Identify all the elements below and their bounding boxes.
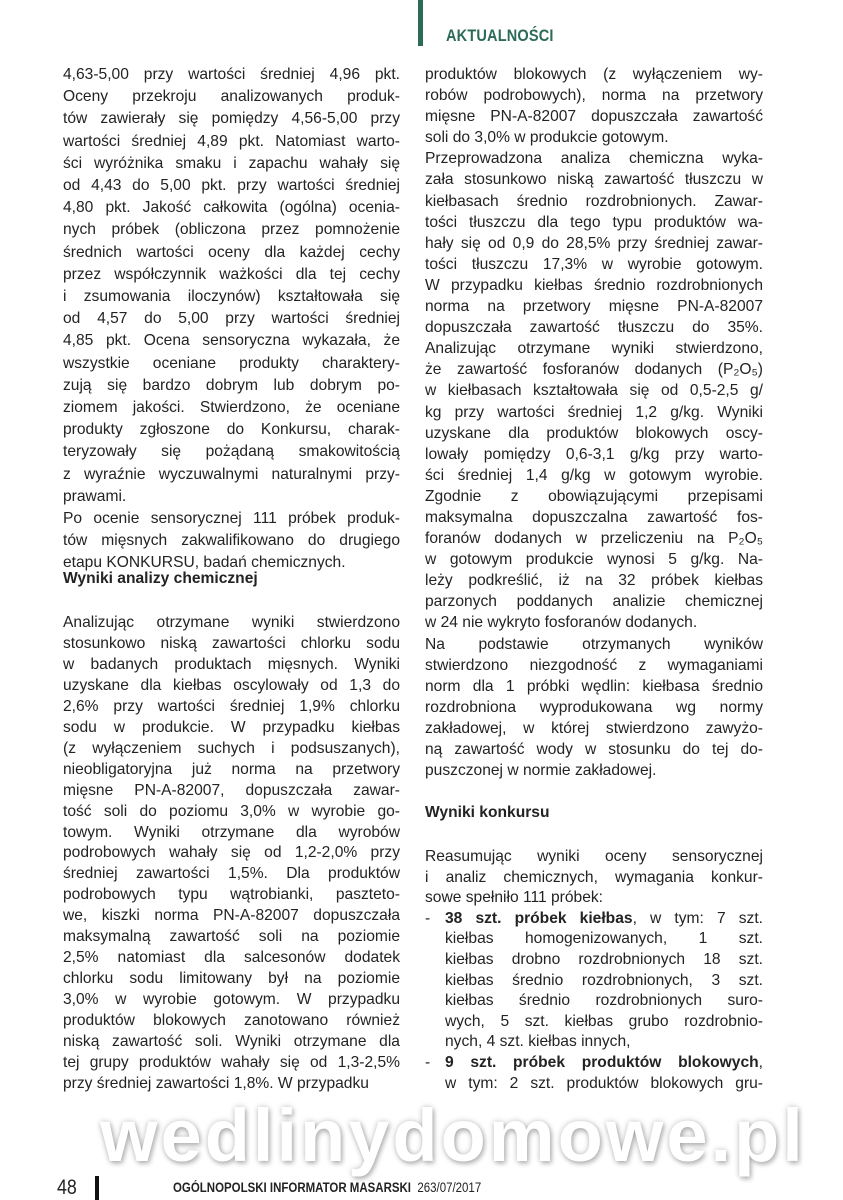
text-line: kiełbas homogenizowanych, 1 szt. (445, 930, 763, 948)
text-line: puszczonej w normie zakładowej. (425, 762, 657, 780)
text-line: Na podstawie otrzymanych wyników (425, 635, 763, 653)
text-line: nych, 4 szt. kiełbas innych, (445, 1033, 631, 1051)
text-line: kg przy wartości średniej 1,2 g/kg. Wyniki (425, 403, 763, 421)
text-line: ziomem jakości. Stwierdzono, że oceniane (63, 399, 400, 417)
text-line: prawami. (63, 487, 127, 505)
text-line: 4,85 pkt. Ocena sensoryczna wykazała, że (63, 332, 400, 350)
paragraph (425, 148, 763, 633)
footer-publication (173, 1180, 481, 1196)
list-item-bold: 38 szt. próbek kiełbas (445, 909, 633, 927)
list-item-text: , (758, 1053, 763, 1071)
text-line: etapu KONKURSU, badań chemicznych. (63, 554, 346, 572)
text-line: uzyskane dla produktów blokowych oscy- (425, 424, 763, 442)
paragraph (425, 847, 763, 909)
text-line: kiełbasach średnio rozdrobnionych. Zawar- (425, 192, 763, 210)
text-line: produkty zgłoszone do Konkursu, charak- (63, 421, 400, 439)
text-line: zakładowej, w której stwierdzono zawyżo- (425, 719, 763, 737)
text-line: wych, 5 szt. kiełbas grubo rozdrobnio- (445, 1012, 763, 1030)
text-line: mięsne PN-A-82007, dopuszczała zawar- (63, 781, 400, 799)
text-line: 4,63-5,00 przy wartości średniej 4,96 pkt. (63, 66, 400, 83)
text-line: (z wyłączeniem suchych i podsuszanych), (63, 739, 400, 757)
text-line: w badanych produktach mięsnych. Wyniki (63, 655, 400, 673)
text-line: od 4,43 do 5,00 pkt. przy wartości średniej (63, 177, 400, 195)
text-line (445, 909, 763, 930)
text-line: kiełbas średnio rozdrobnionych, 3 szt. (445, 971, 763, 989)
text-line: leży podkreślić, iż na 32 próbek kiełbas (425, 572, 763, 590)
text-line: kiełbas drobno rozdrobnionych 18 szt. (445, 950, 763, 968)
text-line: tości tłuszczu dla tego typu produktów wa- (425, 213, 763, 231)
text-line: przez współczynnik ważkości dla tej cechy (63, 265, 400, 283)
text-line: od 4,57 do 5,00 przy wartości średniej (63, 310, 400, 328)
text-line: średniej zawartości 1,5%. Dla produktów (63, 865, 400, 883)
text-line: 3,0% w wyrobie gotowym. W przypadku (63, 991, 400, 1009)
publication-name: OGÓLNOPOLSKI INFORMATOR MASARSKI (173, 1180, 411, 1195)
section-marker-bar (418, 0, 423, 46)
text-line: tości tłuszczu 17,3% w wyrobie gotowym. (425, 255, 763, 273)
text-line: ną zawartość wody w stosunku do tej do- (425, 741, 763, 758)
text-line: 2,5% natomiast dla salcesonów dodatek (63, 949, 400, 967)
list-dash: - (425, 909, 431, 927)
list-item (425, 909, 763, 1053)
text-line: mięsne PN-A-82007 dopuszczała zawartość (425, 108, 763, 126)
paragraph (63, 64, 400, 508)
text-line: Oceny przekroju analizowanych produk- (63, 88, 400, 106)
text-line (445, 1053, 763, 1074)
text-line: ści średniej 1,4 g/kg w gotowym wyrobie. (425, 466, 763, 484)
text-line: tów zawierały się pomiędzy 4,56-5,00 przy (63, 110, 400, 128)
paragraph (63, 508, 400, 575)
left-column-text-1 (63, 64, 400, 575)
watermark: wedlinydomowe.pl (100, 1094, 806, 1177)
section-title: AKTUALNOŚCI (446, 27, 554, 45)
text-line: produktów blokowych (z wyłączeniem wy- (425, 66, 763, 83)
text-line: w gotowym produkcie wynosi 5 g/kg. Na- (425, 551, 763, 569)
text-line: tość soli do poziomu 3,0% w wyrobie go- (63, 802, 400, 820)
text-line: zują się bardzo dobrym lub dobrym po- (63, 376, 400, 394)
page-number: 48 (57, 1176, 77, 1199)
text-line: tów mięsnych zakwalifikowano do drugiego (63, 532, 400, 550)
text-line: Reasumując wyniki oceny sensorycznej (425, 848, 763, 865)
text-line: teryzowały się pożądaną smakowitością (63, 443, 400, 461)
text-line: chlorku sodu limitowany był na poziomie (63, 970, 400, 988)
text-line: stwierdzono niezgodność z wymaganiami (425, 656, 763, 674)
text-line: w 24 nie wykryto fosforanów dodanych. (425, 614, 698, 632)
text-line: stosunkowo niską zawartości chlorku sodu (63, 634, 400, 652)
text-line: sodu w produkcie. W przypadku kiełbas (63, 718, 400, 736)
text-line: średnich wartości oceny dla każdej cechy (63, 243, 400, 261)
text-line: Po ocenie sensorycznej 111 próbek produk- (63, 510, 400, 528)
text-line: nych próbek (obliczona przez pomnożenie (63, 221, 400, 239)
list-item (425, 1053, 763, 1094)
text-line: parzonych poddanych analizie chemicznej (425, 593, 763, 611)
text-line: podrobowych typu wątrobianki, paszteto- (63, 886, 400, 904)
text-line: tej grupy produktów wahały się od 1,3-2,5% (63, 1054, 400, 1072)
text-line: z wyraźnie wyczuwalnymi naturalnymi przy- (63, 465, 400, 483)
text-line: Analizując otrzymane wyniki stwierdzono, (425, 340, 763, 358)
paragraph (425, 634, 763, 782)
text-line: niską zawartość soli. Wyniki otrzymane dla (63, 1033, 400, 1051)
text-line: maksymalna dopuszczalna zawartość fos- (425, 508, 763, 526)
heading-contest-results: Wyniki konkursu (425, 804, 550, 821)
text-line: sowe spełniło 111 próbek: (425, 889, 603, 907)
text-line: kiełbas średnio rozdrobnionych suro- (445, 992, 763, 1010)
text-line: wszystkie oceniane produkty charaktery- (63, 354, 400, 372)
text-line: Przeprowadzona analiza chemiczna wyka- (425, 150, 763, 168)
text-line: przy średniej zawartości 1,8%. W przypadku (63, 1074, 369, 1092)
text-line: W przypadku kiełbas średnio rozdrobnionych (425, 276, 763, 294)
text-line: w tym: 2 szt. produktów blokowych gru- (445, 1074, 763, 1092)
text-line: uzyskane dla kiełbas oscylowały od 1,3 do (63, 676, 400, 694)
footer-divider (95, 1176, 99, 1200)
text-line: Analizując otrzymane wyniki stwierdzono (63, 614, 400, 631)
text-line: 4,80 pkt. Jakość całkowita (ogólna) ocenia- (63, 199, 400, 217)
text-line: towym. Wyniki otrzymane dla wyrobów (63, 823, 400, 841)
text-line: i zsumowania iloczynów) kształtowała się (63, 288, 400, 306)
text-line: zała stosunkowo niską zawartość tłuszczu w (425, 171, 763, 189)
list-item-text: , w tym: 7 szt. (632, 909, 763, 927)
left-column-text-2 (63, 613, 400, 1095)
issue-number: 263/07/2017 (417, 1180, 482, 1195)
text-line: Zgodnie z obowiązującymi przepisami (425, 487, 763, 505)
text-line: norm dla 1 próbki wędlin: kiełbasa średnio (425, 677, 763, 695)
right-column-text-1 (425, 64, 763, 781)
text-line: hały się od 0,9 do 28,5% przy średniej zawar- (425, 234, 763, 252)
paragraph (63, 613, 400, 1095)
heading-chemical-analysis: Wyniki analizy chemicznej (63, 570, 258, 587)
text-line: robów podrobowych), norma na przetwory (425, 87, 763, 105)
text-line: soli do 3,0% w produkcie gotowym. (425, 129, 669, 147)
text-line: lowały pomiędzy 0,6-3,1 g/kg przy warto- (425, 445, 763, 463)
text-line: że zawartość fosforanów dodanych (P₂O₅) (425, 361, 763, 379)
text-line: we, kiszki norma PN-A-82007 dopuszczała (63, 907, 400, 925)
text-line: podrobowych wahały się od 1,2-2,0% przy (63, 844, 400, 862)
text-line: maksymalną zawartość soli na poziomie (63, 928, 400, 946)
text-line: dopuszczała zawartość tłuszczu do 35%. (425, 319, 763, 337)
right-column-text-2 (425, 847, 763, 1094)
text-line: norma na przetwory mięsne PN-A-82007 (425, 298, 763, 316)
list-item-bold: 9 szt. próbek produktów blokowych (445, 1053, 759, 1071)
text-line: produktów blokowych zanotowano również (63, 1012, 400, 1030)
text-line: ści wyróżnika smaku i zapachu wahały się (63, 154, 400, 172)
text-line: i analiz chemicznych, wymagania konkur- (425, 868, 763, 886)
text-line: 2,6% przy wartości średniej 1,9% chlorku (63, 697, 400, 715)
text-line: nieobligatoryjna już norma na przetwory (63, 760, 400, 778)
text-line: foranów dodanych w przeliczeniu na P₂O₅ (425, 530, 763, 548)
list-dash: - (425, 1053, 431, 1071)
paragraph (425, 64, 763, 148)
text-line: w kiełbasach kształtowała się od 0,5-2,5 g/ (425, 382, 763, 400)
text-line: wartości średniej 4,89 pkt. Natomiast warto- (63, 132, 400, 150)
text-line: rozdrobniona wyprodukowana wg normy (425, 698, 763, 716)
